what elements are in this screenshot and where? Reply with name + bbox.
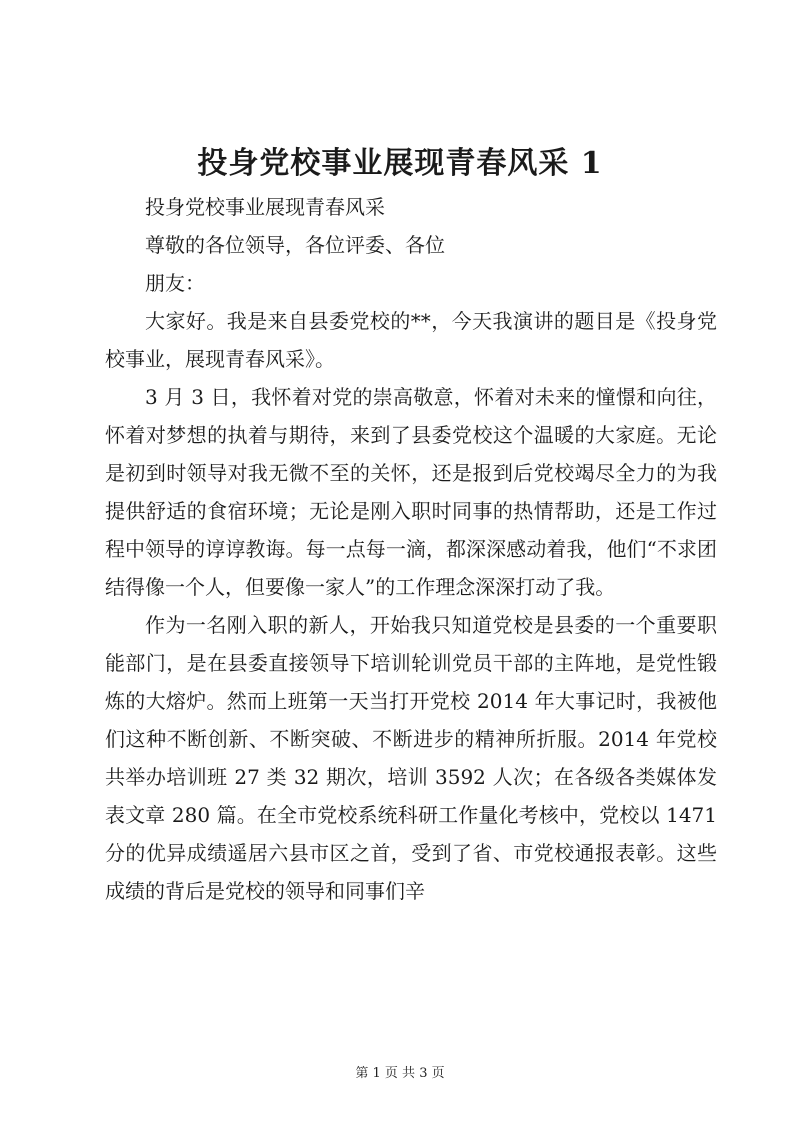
document-title: 投身党校事业展现青春风采 1 xyxy=(197,146,603,181)
subtitle-paragraph: 投身党校事业展现青春风采 xyxy=(145,195,385,219)
body-paragraph: 3 月 3 日，我怀着对党的崇高敬意，怀着对未来的憧憬和向往，怀着对梦想的执着与期待，来到了县委党校这个温暖的大家庭。无论是初到时领导对我无微不至的关怀，还是报到后党校竭尽全力的为我提供舒适的食宿环境；无论是刚入职时同事的热情帮助，还是工作过程中领导的谆谆教诲。每一点每一滴，都深深感动着我，他们“不求团结得像一个人，但要像一家人”的工作理念深深打动了我。 xyxy=(105,385,717,599)
body-paragraph: 作为一名刚入职的新人，开始我只知道党校是县委的一个重要职能部门，是在县委直接领导下培训轮训党员干部的主阵地，是党性锻炼的大熔炉。然而上班第一天当打开党校 2014 年大事记时，我被他们这种不断创新、不断突破、不断进步的精神所折服。2014 年党校共举办培训班 27 类 32 期次，培训 3592 人次；在各级各类媒体发表文章 280 篇。在全市党校系统科研工作量化考核中，党校以 1471 分的优异成绩遥居六县市区之首，受到了省、市党校通报表彰。这些成绩的背后是党校的领导和同事们辛 xyxy=(105,613,717,903)
salutation-line-2: 朋友： xyxy=(145,271,205,295)
intro-paragraph: 大家好。我是来自县委党校的**，今天我演讲的题目是《投身党校事业，展现青春风采》。 xyxy=(105,309,717,371)
document-body xyxy=(105,188,717,910)
salutation-line: 尊敬的各位领导，各位评委、各位 xyxy=(145,233,445,257)
page-footer: 第 1 页 共 3 页 xyxy=(355,1066,445,1081)
